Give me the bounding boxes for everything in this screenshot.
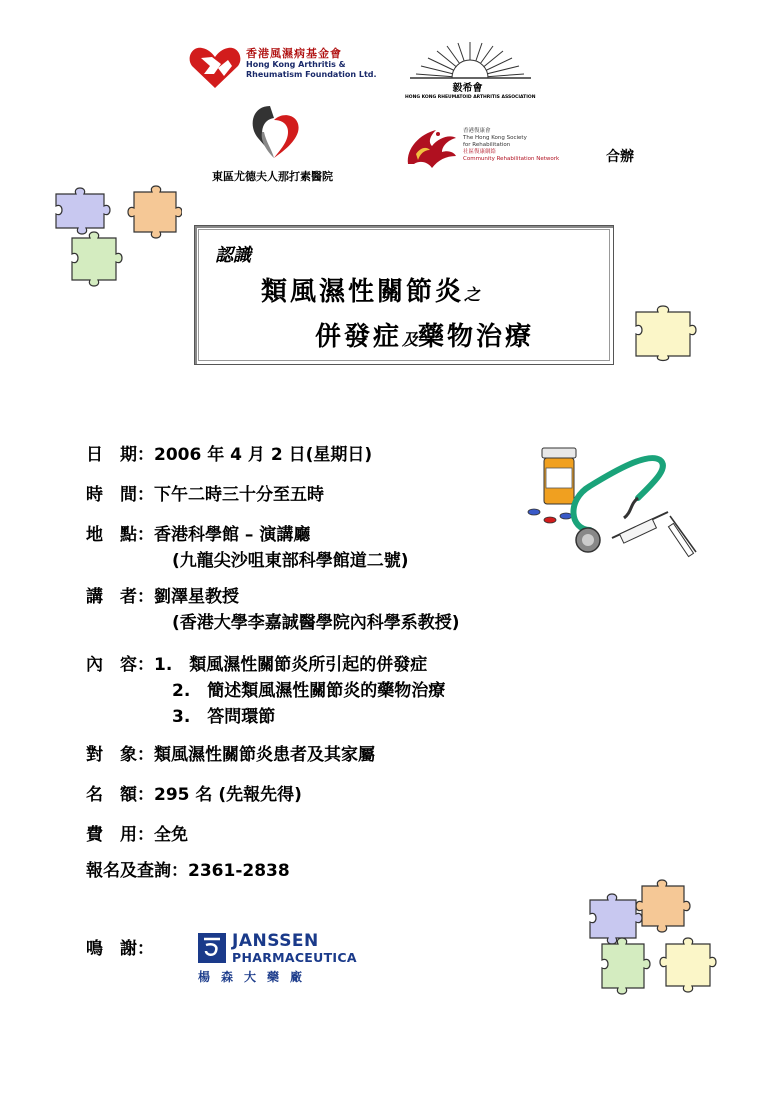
hkraa-name-en: HONG KONG RHEUMATOID ARTHRITIS ASSOCIATION xyxy=(405,95,536,100)
hospital-heart-icon xyxy=(212,102,362,166)
info-content-item: 3. 答問環節 xyxy=(172,707,276,727)
stethoscope-pill-syringe-icon xyxy=(520,440,700,570)
janssen-sub: PHARMACEUTICA xyxy=(232,950,357,965)
puzzle-pieces-top-left-icon xyxy=(52,184,182,314)
janssen-logo xyxy=(198,931,357,985)
hospital-name: 東區尤德夫人那打素醫院 xyxy=(212,170,333,183)
info-date: 日 期：2006 年 4 月 2 日(星期日) xyxy=(86,445,373,465)
janssen-mark-icon xyxy=(198,933,226,963)
info-venue-address: (九龍尖沙咀東部科學館道二號) xyxy=(172,551,409,571)
hospital-logo xyxy=(212,102,362,182)
info-fee: 費 用：全免 xyxy=(86,825,188,845)
hkarf-name-cn: 香港風濕病基金會 xyxy=(246,47,342,60)
info-time: 時 間：下午二時三十分至五時 xyxy=(86,485,324,505)
info-speaker: 講 者：劉澤星教授 xyxy=(86,587,239,607)
hksr-name: 香港復康會 The Hong Kong Society for Rehabilitation 社區復康網絡 Community Rehabilitation Network xyxy=(463,128,560,162)
title-topics: 併發症及藥物治療 xyxy=(315,322,535,352)
info-quota: 名 額：295 名 (先報先得) xyxy=(86,785,302,805)
phoenix-icon xyxy=(402,124,460,172)
title-box xyxy=(194,225,614,365)
info-venue: 地 點：香港科學館 – 演講廳 xyxy=(86,525,311,545)
info-target: 對 象：類風濕性關節炎患者及其家屬 xyxy=(86,745,375,765)
info-content: 內 容：1. 類風濕性關節炎所引起的併發症 xyxy=(86,655,428,675)
hkarf-heart-icon xyxy=(188,44,242,90)
hkraa-name-cn: 毅希會 xyxy=(452,83,483,94)
thanks-label: 鳴 謝： xyxy=(86,939,154,959)
hksr-logo xyxy=(402,124,560,174)
title-disease: 類風濕性關節炎之 xyxy=(261,277,481,307)
hkarf-name-en: Hong Kong Arthritis & Rheumatism Foundation Ltd. xyxy=(246,60,377,79)
hkraa-logo xyxy=(405,40,535,104)
hkarf-logo xyxy=(188,42,377,90)
janssen-name-cn: 楊森大藥廠 xyxy=(198,970,314,984)
info-enquiry: 報名及查詢：2361-2838 xyxy=(86,861,290,881)
sunrise-icon xyxy=(408,40,533,80)
co-organized-label: 合辦 xyxy=(606,149,634,165)
puzzle-pieces-bottom-right-icon xyxy=(584,878,734,1006)
info-content-item: 2. 簡述類風濕性關節炎的藥物治療 xyxy=(172,681,446,701)
puzzle-piece-right-icon xyxy=(632,302,714,362)
info-speaker-title: (香港大學李嘉誠醫學院內科學系教授) xyxy=(172,613,460,633)
title-know: 認識 xyxy=(215,245,251,266)
janssen-brand: JANSSEN xyxy=(232,931,319,951)
